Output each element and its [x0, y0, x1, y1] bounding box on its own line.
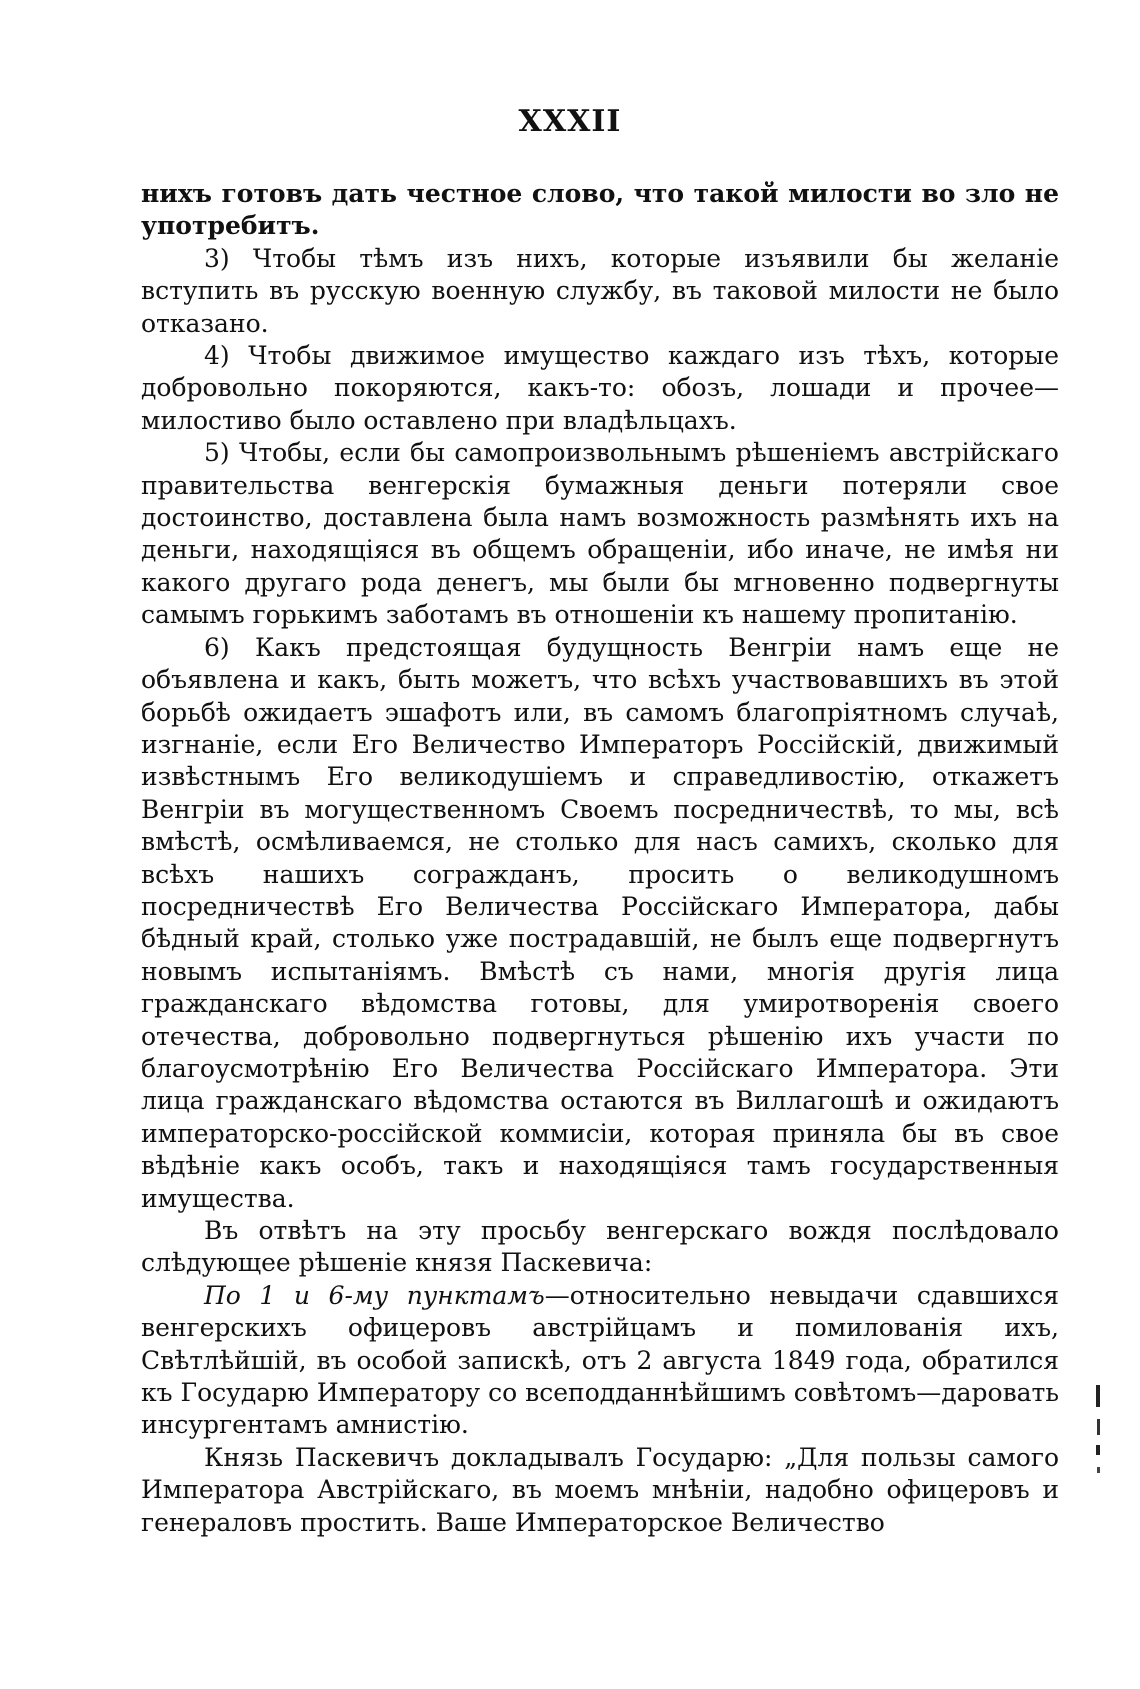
body-text	[141, 178, 1059, 1539]
paragraph-response-intro: Въ отвѣтъ на эту просьбу венгерскаго вождя послѣдовало слѣдующее рѣшеніе князя Паскевича:	[141, 1216, 1059, 1278]
decision-lead: По 1 и 6-му пунктамъ	[204, 1280, 545, 1310]
decision-text: —относительно невыдачи сдавшихся венгерскихъ офицеровъ австрійцамъ и помилованія ихъ, Свѣтлѣйшій, въ особой запискѣ, отъ 2 августа 1849 года, обратился къ Государю Императору со всеподданнѣйшимъ совѣтомъ—даровать инсургентамъ амнистію.	[141, 1280, 1059, 1440]
speck-mark	[1097, 1467, 1100, 1473]
paragraph-point-5: 5) Чтобы, если бы самопроизвольнымъ рѣшеніемъ австрійскаго правительства венгерскія бумажныя деньги потеряли свое достоинство, доставлена была намъ возможность размѣнять ихъ на деньги, находящіяся въ общемъ обращеніи, ибо иначе, не имѣя ни какого другаго рода денегъ, мы были бы мгновенно подвергнуты самымъ горькимъ заботамъ въ отношеніи къ нашему пропитанію.	[141, 438, 1059, 630]
paragraph-decision	[141, 1280, 1059, 1442]
paragraph-report: Князь Паскевичъ докладывалъ Государю: „Для пользы самого Императора Австрійскаго, въ моемъ мнѣніи, надобно офицеровъ и генераловъ простить. Ваше Императорское Величество	[141, 1442, 1059, 1537]
margin-specks	[1092, 1385, 1106, 1515]
paragraph-point-6: 6) Какъ предстоящая будущность Венгріи намъ еще не объявлена и какъ, быть можетъ, что всѣхъ участвовавшихъ въ этой борьбѣ ожидаетъ эшафотъ или, въ самомъ благопріятномъ случаѣ, изгнаніе, если Его Величество Императоръ Россійскій, движимый извѣстнымъ Его великодушіемъ и справедливостію, откажетъ Венгріи въ могущественномъ Своемъ посредничествѣ, то мы, всѣ вмѣстѣ, осмѣливаемся, не столько для насъ самихъ, сколько для всѣхъ нашихъ согражданъ, просить о великодушномъ посредничествѣ Его Величества Россійскаго Императора, дабы бѣдный край, столько уже пострадавшій, не былъ еще подвергнутъ новымъ испытаніямъ. Вмѣстѣ съ нами, многія другія лица гражданскаго вѣдомства готовы, для умиротворенія своего отечества, добровольно подвергнуться рѣшенію ихъ участи по благоусмотрѣнію Его Величества Россійскаго Императора. Эти лица гражданскаго вѣдомства остаются въ Виллагошѣ и ожидаютъ императорско-россійской коммисіи, которая приняла бы въ свое вѣдѣніе какъ особъ, такъ и находящіяся тамъ государственныя имущества.	[141, 632, 1059, 1213]
paragraph-point-4: 4) Чтобы движимое имущество каждаго изъ тѣхъ, которые добровольно покоряются, какъ-то: обозъ, лошади и прочее— милостиво было оставлено при владѣльцахъ.	[141, 341, 1059, 435]
page-number: XXXII	[518, 104, 622, 139]
speck-mark	[1096, 1385, 1100, 1407]
paragraph-continuation: нихъ готовъ дать честное слово, что такой милости во зло не употребитъ.	[141, 179, 1059, 241]
speck-mark	[1096, 1445, 1100, 1455]
paragraph-point-3: 3) Чтобы тѣмъ изъ нихъ, которые изъявили бы желаніе вступить въ русскую военную службу, въ таковой милости не было отказано.	[141, 243, 1059, 338]
speck-mark	[1097, 1419, 1100, 1435]
